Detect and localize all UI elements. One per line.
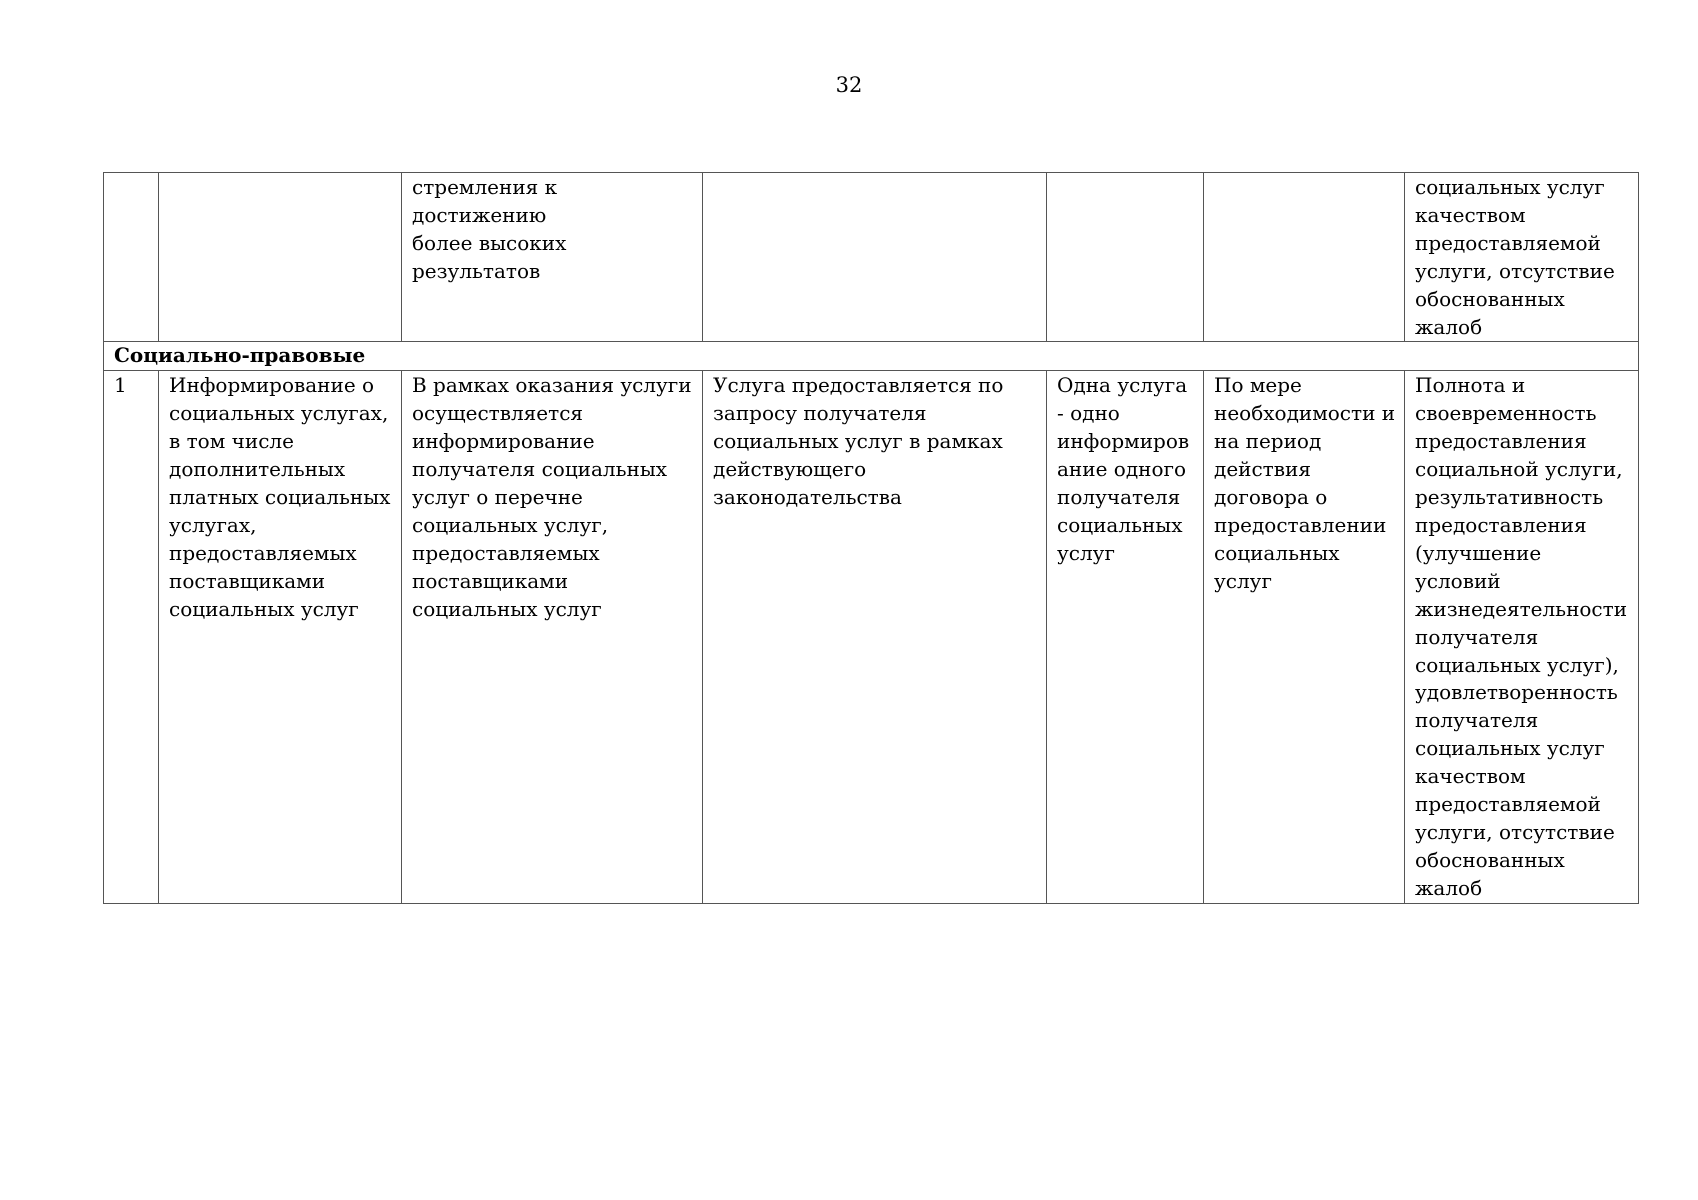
cell-service-name: Информирование о социальных услугах, в том числе дополнительных платных социальных услугах, предоставляемых поставщиками социальных услуг (159, 371, 402, 903)
cell-timing (1204, 173, 1405, 342)
cell-service-name (159, 173, 402, 342)
page-number: 32 (835, 73, 863, 97)
cell-num: 1 (104, 371, 159, 903)
cell-num (104, 173, 159, 342)
cell-quality-indicators: Полнота и своевременность предоставления социальной услуги, результативность предоставления (улучшение условий жизнедеятельности получателя социальных услуг), удовлетворенность получателя социальных услуг качеством предоставляемой услуги, отсутствие обоснованных жалоб (1405, 371, 1639, 903)
cell-volume (1047, 173, 1204, 342)
cell-description: стремления к достижению более высоких результатов (402, 173, 703, 342)
cell-conditions (703, 173, 1047, 342)
section-header-row (104, 342, 1639, 371)
table-row (104, 371, 1639, 903)
cell-quality-indicators: социальных услуг качеством предоставляемой услуги, отсутствие обоснованных жалоб (1405, 173, 1639, 342)
cell-conditions: Услуга предоставляется по запросу получателя социальных услуг в рамках действующего законодательства (703, 371, 1047, 903)
table-row-continuation (104, 173, 1639, 342)
cell-volume: Одна услуга - одно информиров ание одного получателя социальных услуг (1047, 371, 1204, 903)
cell-description: В рамках оказания услуги осуществляется информирование получателя социальных услуг о перечне социальных услуг, предоставляемых поставщиками социальных услуг (402, 371, 703, 903)
services-table (103, 172, 1639, 904)
section-title: Социально-правовые (104, 342, 1639, 371)
cell-timing: По мере необходимости и на период действия договора о предоставлении социальных услуг (1204, 371, 1405, 903)
